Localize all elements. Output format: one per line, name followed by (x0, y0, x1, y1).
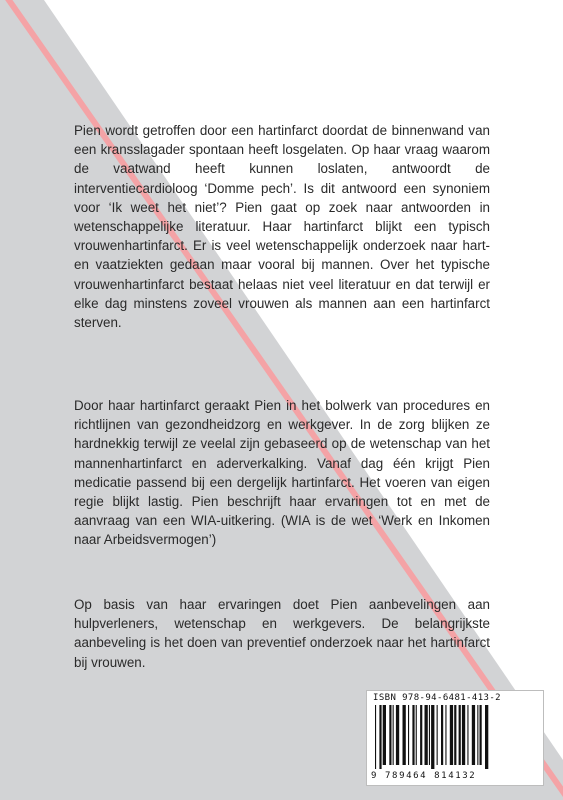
barcode-bar (389, 705, 391, 765)
barcode-bar (420, 705, 422, 765)
isbn-digits: 9 789464 814132 (371, 771, 477, 781)
barcode-bar (467, 705, 468, 765)
barcode-bar (393, 705, 394, 765)
blurb-paragraph-3: Op basis van haar ervaringen doet Pien aanbevelingen aan hulpverleners, wetenschap en werkgevers. De belangrijkste aanbeveling is het doen van preventief onderzoek naar het hartinfarct bij vrouwen. (74, 597, 490, 670)
barcode-bar (485, 705, 488, 769)
blurb-paragraph-1: Pien wordt getroffen door een hartinfarct doordat de binnenwand van een kransslagader spontaan heeft losgelaten. Op haar vraag waarom de vaatwand heeft kunnen loslaten, antwoordt de interventiecardioloog ‘Domme pech’. Is dit antwoord een synoniem voor ‘Ik weet het niet’? Pien gaat op zoek naar antwoorden in wetenschappelijke literatuur. Haar hartinfarct blijkt een typisch vrouwenhartinfarct. Er is veel wetenschappelijk onderzoek naar hart- en vaatziekten gedaan maar vooral bij mannen. Over het typische vrouwenhartinfarct bestaat helaas niet veel literatuur en dat terwijl er elke dag minstens zoveel vrouwen als mannen aan een hartinfarct sterven. (74, 123, 490, 331)
isbn-barcode (366, 690, 544, 786)
barcode-bar (477, 705, 478, 765)
barcode-bar (379, 705, 381, 769)
barcode-bar (396, 705, 399, 765)
barcode-bar (375, 705, 376, 769)
barcode-bar (454, 705, 456, 765)
barcode-bar (441, 705, 443, 765)
barcode-bar (472, 705, 475, 765)
barcode-bar (416, 705, 417, 765)
barcode-bar (425, 705, 428, 765)
barcode-bar (431, 705, 434, 769)
barcode-bar (383, 705, 386, 765)
barcode-bar (437, 705, 438, 765)
barcode-bar (403, 705, 406, 765)
barcode-bar (429, 705, 430, 765)
barcode-bar (412, 705, 414, 765)
barcode-bars (373, 705, 539, 769)
isbn-label: ISBN 978-94-6481-413-2 (373, 693, 502, 703)
barcode-bar (459, 705, 461, 765)
barcode-bar (445, 705, 446, 765)
barcode-bar (480, 705, 482, 765)
barcode-bar (450, 705, 453, 765)
barcode-bar (462, 705, 465, 765)
blurb-paragraph-2: Door haar hartinfarct geraakt Pien in het bolwerk van procedures en richtlijnen van gezondheidzorg en werkgever. In de zorg blijken ze hardnekkig terwijl ze veelal zijn gebaseerd op de wetenschap van het mannenhartinfarct en aderverkalking. Vanaf dag één krijgt Pien medicatie passend bij een dergelijk hartinfarct. Het voeren van eigen regie blijkt lastig. Pien beschrijft haar ervaringen tot en met de aanvraag van een WIA-uitkering. (WIA is de wet ‘Werk en Inkomen naar Arbeidsvermogen’) (74, 398, 490, 548)
barcode-bar (408, 705, 409, 765)
